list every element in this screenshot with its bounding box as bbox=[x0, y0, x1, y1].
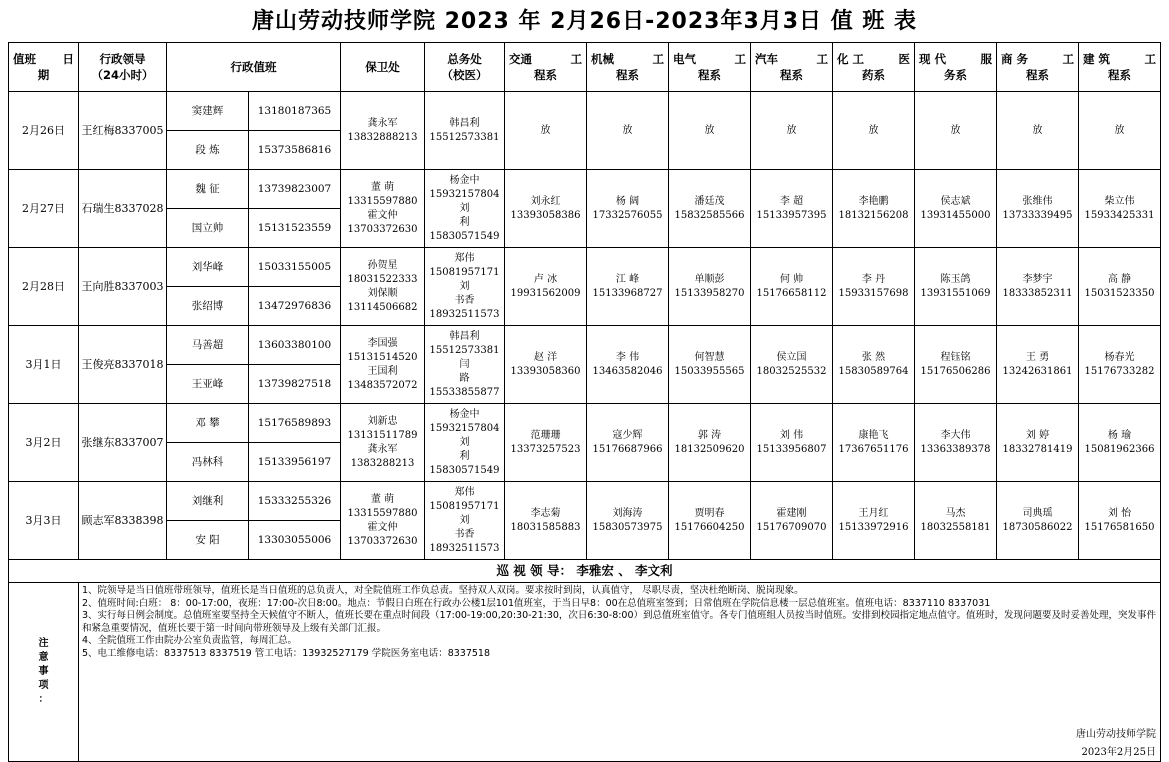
header-row bbox=[9, 43, 1161, 92]
duty-name: 段 炼 bbox=[167, 131, 249, 170]
notes-label: 注 意 事 项 ： bbox=[9, 583, 79, 762]
note-item: 2、值班时间:白班： 8：00-17:00，夜班：17:00-次日8:00。地点：节假日白班在行政办公楼1层101值班室，于当日早8：00在总值班室签到；日常值班在学院信息楼一层总值班室。值班电话：8337110 8337031 bbox=[82, 597, 991, 609]
dept-cell: 刘 怡 15176581650 bbox=[1079, 482, 1161, 560]
dept-cell: 单顺彭 15133958270 bbox=[669, 248, 751, 326]
header-dept-6: 商 务 工 程系 bbox=[997, 43, 1079, 92]
dept-cell: 陈玉鸽 13931551069 bbox=[915, 248, 997, 326]
general-affairs-cell: 韩昌利 15512573381 bbox=[425, 92, 505, 170]
dept-cell: 刘 伟 15133956807 bbox=[751, 404, 833, 482]
header-dept-3: 汽车 工 程系 bbox=[751, 43, 833, 92]
note-item: 1、院领导是当日值班带班领导，值班长是当日值班的总负责人，对全院值班工作负总责。坚持双人双岗。要求按时到岗，认真值守， 尽职尽责，坚决杜绝断岗、脱岗现象。 bbox=[82, 585, 804, 596]
leader-cell: 张继东8337007 bbox=[79, 404, 167, 482]
duty-name: 张绍博 bbox=[167, 287, 249, 326]
leader-cell: 王红梅8337005 bbox=[79, 92, 167, 170]
date-cell: 3月1日 bbox=[9, 326, 79, 404]
dept-cell: 潘廷茂 15832585566 bbox=[669, 170, 751, 248]
duty-name: 刘继利 bbox=[167, 482, 249, 521]
duty-name: 冯林科 bbox=[167, 443, 249, 482]
dept-cell: 马杰 18032558181 bbox=[915, 482, 997, 560]
leader-cell: 石瑞生8337028 bbox=[79, 170, 167, 248]
note-item: 5、电工维修电话：8337513 8337519 管工电话：13932527179 学院医务室电话：8337518 bbox=[82, 647, 491, 659]
dept-cell: 范珊珊 13373257523 bbox=[505, 404, 587, 482]
dept-cell: 高 静 15031523350 bbox=[1079, 248, 1161, 326]
notes-body bbox=[79, 583, 1161, 762]
dept-cell: 放 bbox=[997, 92, 1079, 170]
day-row bbox=[9, 248, 1161, 287]
dept-cell: 张 然 15830589764 bbox=[833, 326, 915, 404]
header-dept-4: 化 工 医 药系 bbox=[833, 43, 915, 92]
dept-cell: 贾明春 15176604250 bbox=[669, 482, 751, 560]
duty-name: 马善超 bbox=[167, 326, 249, 365]
dept-cell: 司典瑶 18730586022 bbox=[997, 482, 1079, 560]
general-affairs-cell: 杨金中 15932157804刘 利15830571549 bbox=[425, 404, 505, 482]
duty-phone: 15373586816 bbox=[249, 131, 341, 170]
note-item: 4、全院值班工作由院办公室负责监管，每周汇总。 bbox=[82, 635, 298, 646]
general-affairs-cell: 郑伟 15081957171刘 书香 18932511573 bbox=[425, 482, 505, 560]
dept-cell: 李艳鹏 18132156208 bbox=[833, 170, 915, 248]
duty-phone: 15133956197 bbox=[249, 443, 341, 482]
dept-cell: 郭 涛 18132509620 bbox=[669, 404, 751, 482]
dept-cell: 侯志斌 13931455000 bbox=[915, 170, 997, 248]
date-cell: 3月3日 bbox=[9, 482, 79, 560]
dept-cell: 李大伟 13363389378 bbox=[915, 404, 997, 482]
header-dept-2: 电气 工 程系 bbox=[669, 43, 751, 92]
dept-cell: 刘 婷 18332781419 bbox=[997, 404, 1079, 482]
security-cell: 孙贺星 18031522333 刘保顺 13114506682 bbox=[341, 248, 425, 326]
header-general-affairs: 总务处 （校医） bbox=[425, 43, 505, 92]
note-item: 3、实行每日例会制度。总值班室要坚持全天候值守不断人，值班长要在重点时间段（17:00-19:00,20:30-21:30，次日6:30-8:00）到总值班室值守。各专门值班组人员按当时值班。安排到校园指定地点值守。值班时，发现问题要及时妥善处理，突发事件和紧急重要情况，值班长要于第一时间向带班领导及上级有关部门汇报。 bbox=[82, 610, 1157, 634]
security-cell: 李国强 15131514520 王国利 13483572072 bbox=[341, 326, 425, 404]
dept-cell: 放 bbox=[915, 92, 997, 170]
duty-name: 邓 攀 bbox=[167, 404, 249, 443]
dept-cell: 程钰铭 15176506286 bbox=[915, 326, 997, 404]
dept-cell: 刘海涛 15830573975 bbox=[587, 482, 669, 560]
date-cell: 3月2日 bbox=[9, 404, 79, 482]
day-row bbox=[9, 92, 1161, 131]
dept-cell: 李志菊 18031585883 bbox=[505, 482, 587, 560]
patrol-leaders: 巡 视 领 导： 李雅宏 、 李文利 bbox=[9, 560, 1161, 583]
security-cell: 刘新忠 13131511789 龚永军 1383288213 bbox=[341, 404, 425, 482]
dept-cell: 何智慧 15033955565 bbox=[669, 326, 751, 404]
dept-cell: 放 bbox=[587, 92, 669, 170]
duty-phone: 13472976836 bbox=[249, 287, 341, 326]
duty-name: 魏 征 bbox=[167, 170, 249, 209]
patrol-row bbox=[9, 560, 1161, 583]
dept-cell: 李 伟 13463582046 bbox=[587, 326, 669, 404]
dept-cell: 寇少辉 15176687966 bbox=[587, 404, 669, 482]
dept-cell: 张维伟 13733339495 bbox=[997, 170, 1079, 248]
dept-cell: 放 bbox=[751, 92, 833, 170]
duty-phone: 15176589893 bbox=[249, 404, 341, 443]
dept-cell: 放 bbox=[833, 92, 915, 170]
leader-cell: 顾志军8338398 bbox=[79, 482, 167, 560]
header-admin-leader: 行政领导 （24小时） bbox=[79, 43, 167, 92]
leader-cell: 王俊亮8337018 bbox=[79, 326, 167, 404]
dept-cell: 何 帅 15176658112 bbox=[751, 248, 833, 326]
dept-cell: 杨 瑜 15081962366 bbox=[1079, 404, 1161, 482]
duty-name: 安 阳 bbox=[167, 521, 249, 560]
duty-phone: 13180187365 bbox=[249, 92, 341, 131]
duty-table bbox=[8, 42, 1161, 762]
header-date: 值班 日 期 bbox=[9, 43, 79, 92]
dept-cell: 刘永红 13393058386 bbox=[505, 170, 587, 248]
general-affairs-cell: 郑伟 15081957171刘 书香 18932511573 bbox=[425, 248, 505, 326]
dept-cell: 杨 阔 17332576055 bbox=[587, 170, 669, 248]
dept-cell: 杨春光 15176733282 bbox=[1079, 326, 1161, 404]
signature-org: 唐山劳动技师学院 bbox=[1076, 728, 1156, 740]
general-affairs-cell: 韩昌利 15512573381闫 路15533855877 bbox=[425, 326, 505, 404]
dept-cell: 放 bbox=[669, 92, 751, 170]
page-title: 唐山劳动技师学院 2023 年 2月26日-2023年3月3日 值 班 表 bbox=[251, 9, 918, 34]
dept-cell: 霍建刚 15176709070 bbox=[751, 482, 833, 560]
leader-cell: 王向胜8337003 bbox=[79, 248, 167, 326]
duty-name: 刘华峰 bbox=[167, 248, 249, 287]
dept-cell: 柴立伟 15933425331 bbox=[1079, 170, 1161, 248]
dept-cell: 放 bbox=[505, 92, 587, 170]
security-cell: 董 萌 13315597880 霍文仲 13703372630 bbox=[341, 170, 425, 248]
day-row bbox=[9, 326, 1161, 365]
duty-phone: 15333255326 bbox=[249, 482, 341, 521]
duty-phone: 13739823007 bbox=[249, 170, 341, 209]
duty-phone: 15131523559 bbox=[249, 209, 341, 248]
dept-cell: 康艳飞 17367651176 bbox=[833, 404, 915, 482]
duty-phone: 13303055006 bbox=[249, 521, 341, 560]
dept-cell: 王 勇 13242631861 bbox=[997, 326, 1079, 404]
security-cell: 龚永军 13832888213 bbox=[341, 92, 425, 170]
dept-cell: 侯立国 18032525532 bbox=[751, 326, 833, 404]
header-security: 保卫处 bbox=[341, 43, 425, 92]
date-cell: 2月27日 bbox=[9, 170, 79, 248]
security-cell: 董 萌 13315597880 霍文仲 13703372630 bbox=[341, 482, 425, 560]
dept-cell: 赵 洋 13393058360 bbox=[505, 326, 587, 404]
day-row bbox=[9, 482, 1161, 521]
dept-cell: 江 峰 15133968727 bbox=[587, 248, 669, 326]
duty-phone: 13603380100 bbox=[249, 326, 341, 365]
duty-phone: 13739827518 bbox=[249, 365, 341, 404]
header-admin-duty: 行政值班 bbox=[167, 43, 341, 92]
dept-cell: 放 bbox=[1079, 92, 1161, 170]
header-dept-0: 交通 工 程系 bbox=[505, 43, 587, 92]
header-dept-5: 现 代 服 务系 bbox=[915, 43, 997, 92]
header-dept-7: 建 筑 工 程系 bbox=[1079, 43, 1161, 92]
header-dept-1: 机械 工 程系 bbox=[587, 43, 669, 92]
signature-date: 2023年2月25日 bbox=[1081, 746, 1156, 758]
general-affairs-cell: 杨金中 15932157804刘 利15830571549 bbox=[425, 170, 505, 248]
duty-name: 窦建辉 bbox=[167, 92, 249, 131]
dept-cell: 王月红 15133972916 bbox=[833, 482, 915, 560]
duty-phone: 15033155005 bbox=[249, 248, 341, 287]
day-row bbox=[9, 404, 1161, 443]
day-row bbox=[9, 170, 1161, 209]
date-cell: 2月26日 bbox=[9, 92, 79, 170]
notes-row bbox=[9, 583, 1161, 762]
dept-cell: 李 丹 15933157698 bbox=[833, 248, 915, 326]
duty-name: 国立帅 bbox=[167, 209, 249, 248]
duty-name: 王亚峰 bbox=[167, 365, 249, 404]
date-cell: 2月28日 bbox=[9, 248, 79, 326]
dept-cell: 李 超 15133957395 bbox=[751, 170, 833, 248]
dept-cell: 李梦宇 18333852311 bbox=[997, 248, 1079, 326]
dept-cell: 卢 冰 19931562009 bbox=[505, 248, 587, 326]
